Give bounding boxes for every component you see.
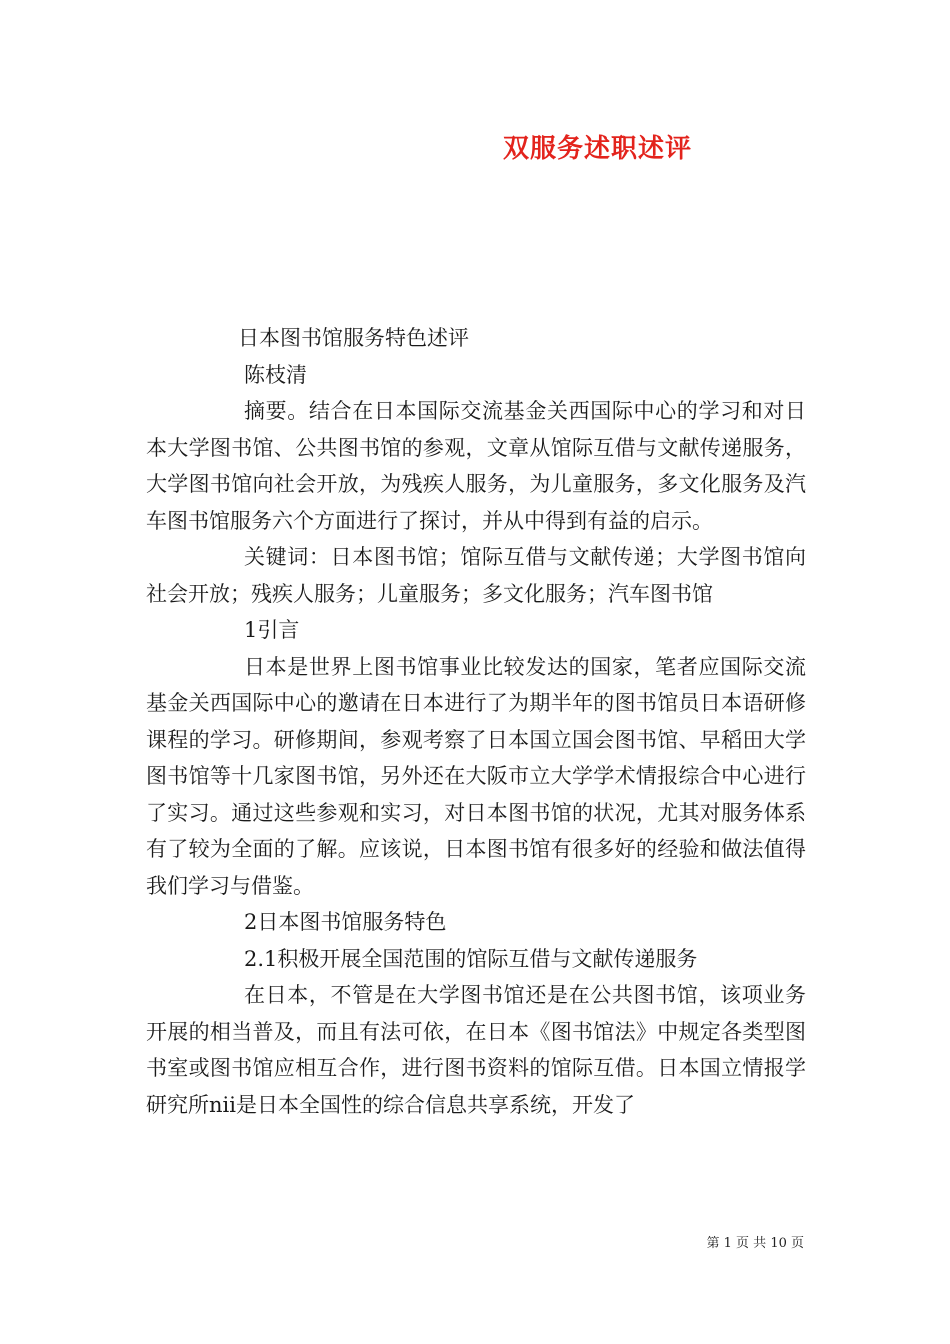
article-title: 日本图书馆服务特色述评 <box>238 326 469 350</box>
interlibrary-paragraph: 在日本，不管是在大学图书馆还是在公共图书馆，该项业务开展的相当普及，而且有法可依，在日本《图书馆法》中规定各类型图书室或图书馆应相互合作，进行图书资料的馆际互借。日本国立情报学研究所nii是日本全国性的综合信息共享系统，开发了 <box>146 983 806 1117</box>
author-name: 陈枝清 <box>244 362 307 387</box>
document-title: 双服务述职述评 <box>502 134 692 164</box>
section-heading-introduction: 1引言 <box>244 618 300 642</box>
section-heading-features: 2日本图书馆服务特色 <box>244 910 447 934</box>
document-body <box>146 320 806 1123</box>
introduction-paragraph: 日本是世界上图书馆事业比较发达的国家，笔者应国际交流基金关西国际中心的邀请在日本进行了为期半年的图书馆员日本语研修课程的学习。研修期间，参观考察了日本国立国会图书馆、早稻田大学图书馆等十几家图书馆，另外还在大阪市立大学学术情报综合中心进行了实习。通过这些参观和实习，对日本图书馆的状况，尤其对服务体系有了较为全面的了解。应该说，日本图书馆有很多好的经验和做法值得我们学习与借鉴。 <box>146 654 806 898</box>
page-number: 第 1 页 共 10 页 <box>706 1236 804 1251</box>
keywords-paragraph: 关键词：日本图书馆；馆际互借与文献传递；大学图书馆向社会开放；残疾人服务；儿童服务；多文化服务；汽车图书馆 <box>146 545 806 606</box>
subsection-heading-interlibrary: 2.1积极开展全国范围的馆际互借与文献传递服务 <box>244 946 698 971</box>
abstract-paragraph: 摘要。结合在日本国际交流基金关西国际中心的学习和对日本大学图书馆、公共图书馆的参观，文章从馆际互借与文献传递服务，大学图书馆向社会开放，为残疾人服务，为儿童服务，多文化服务及汽车图书馆服务六个方面进行了探讨，并从中得到有益的启示。 <box>146 399 806 533</box>
